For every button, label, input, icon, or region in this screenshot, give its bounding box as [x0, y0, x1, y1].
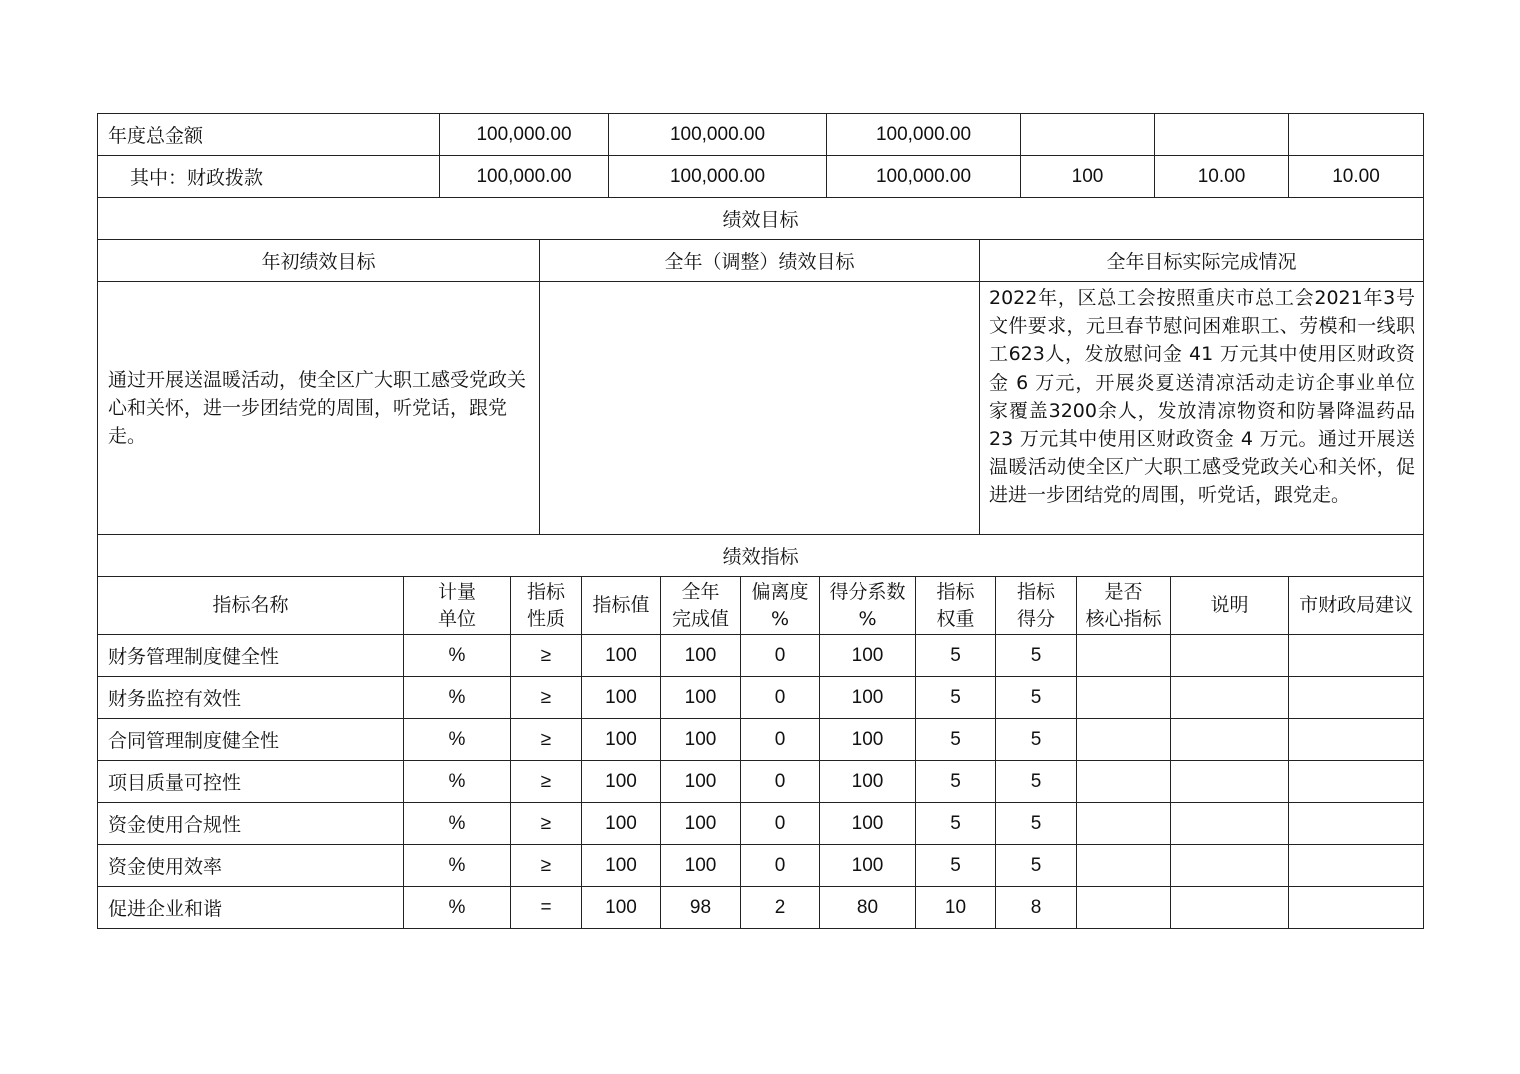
indicator-header: 市财政局建议 — [1289, 577, 1424, 635]
indicator-cell: 8 — [996, 887, 1077, 929]
indicator-cell: ≥ — [511, 803, 582, 845]
indicator-cell: % — [404, 845, 511, 887]
indicator-name: 资金使用效率 — [98, 845, 404, 887]
indicator-cell — [1077, 845, 1171, 887]
budget-cell: 100,000.00 — [827, 114, 1021, 156]
indicator-cell: % — [404, 635, 511, 677]
indicator-cell — [1171, 845, 1289, 887]
indicator-cell — [1171, 635, 1289, 677]
indicator-cell — [1077, 887, 1171, 929]
budget-label: 其中：财政拨款 — [98, 156, 440, 198]
indicator-cell: % — [404, 677, 511, 719]
indicator-cell: 98 — [661, 887, 741, 929]
indicator-cell: 80 — [820, 887, 916, 929]
indicator-header: 计量 单位 — [404, 577, 511, 635]
goals-content-row — [98, 282, 1424, 535]
indicator-cell: 5 — [996, 635, 1077, 677]
indicator-header: 指标 性质 — [511, 577, 582, 635]
indicator-cell: 100 — [582, 635, 661, 677]
indicator-cell: % — [404, 719, 511, 761]
indicator-cell — [1077, 635, 1171, 677]
indicator-name: 资金使用合规性 — [98, 803, 404, 845]
indicator-cell: = — [511, 887, 582, 929]
indicator-cell: 5 — [916, 761, 996, 803]
goals-header: 年初绩效目标 — [98, 240, 540, 282]
budget-cell: 100,000.00 — [440, 156, 609, 198]
indicator-cell: ≥ — [511, 761, 582, 803]
indicator-name: 合同管理制度健全性 — [98, 719, 404, 761]
indicator-cell: 5 — [916, 677, 996, 719]
indicator-cell — [1171, 719, 1289, 761]
indicator-row — [98, 803, 1424, 845]
actual-completion-text: 2022年，区总工会按照重庆市总工会2021年3号文件要求，元旦春节慰问困难职工、劳模和一线职工623人，发放慰问金 41 万元其中使用区财政资金 6 万元，开展炎夏送清凉活动走访企事业单位 家覆盖3200余人，发放清凉物资和防暑降温药品 23 万元其中使用区财政资金 4 万元。通过开展送温暖活动使全区广大职工感受党政关心和关怀，促进进一步团结党的周围，听党话，跟党走。 — [980, 282, 1424, 535]
indicator-cell: % — [404, 761, 511, 803]
indicator-row — [98, 719, 1424, 761]
budget-row-fiscal — [98, 156, 1424, 198]
budget-row-total — [98, 114, 1424, 156]
indicator-cell: 0 — [741, 719, 820, 761]
indicator-cell — [1289, 719, 1424, 761]
indicator-header: 指标名称 — [98, 577, 404, 635]
indicator-name: 财务管理制度健全性 — [98, 635, 404, 677]
indicator-cell: ≥ — [511, 719, 582, 761]
indicator-cell — [1077, 803, 1171, 845]
indicator-cell — [1077, 761, 1171, 803]
indicators-section-title: 绩效指标 — [98, 535, 1424, 577]
indicator-cell: 5 — [916, 803, 996, 845]
indicator-cell: 100 — [820, 635, 916, 677]
budget-cell: 10.00 — [1289, 156, 1424, 198]
indicator-cell: 0 — [741, 635, 820, 677]
budget-label: 年度总金额 — [98, 114, 440, 156]
budget-cell — [1289, 114, 1424, 156]
indicator-cell: 2 — [741, 887, 820, 929]
budget-cell: 100,000.00 — [609, 114, 827, 156]
budget-cell: 100 — [1021, 156, 1155, 198]
initial-goal-text: 通过开展送温暖活动，使全区广大职工感受党政关心和关怀，进一步团结党的周围，听党话，跟党走。 — [98, 282, 540, 535]
indicator-cell — [1289, 845, 1424, 887]
budget-cell: 10.00 — [1155, 156, 1289, 198]
indicator-row — [98, 845, 1424, 887]
indicator-cell: 5 — [916, 635, 996, 677]
indicator-header: 指标值 — [582, 577, 661, 635]
goals-section-title: 绩效目标 — [98, 198, 1424, 240]
indicator-header: 说明 — [1171, 577, 1289, 635]
indicator-cell: 100 — [661, 803, 741, 845]
indicator-name: 项目质量可控性 — [98, 761, 404, 803]
budget-cell — [1155, 114, 1289, 156]
indicator-header: 得分系数 % — [820, 577, 916, 635]
indicator-row — [98, 677, 1424, 719]
indicator-cell: % — [404, 803, 511, 845]
indicator-cell: 5 — [916, 845, 996, 887]
indicator-cell: 5 — [996, 845, 1077, 887]
indicator-cell: 5 — [916, 719, 996, 761]
indicator-row — [98, 635, 1424, 677]
indicator-cell: 100 — [661, 761, 741, 803]
indicator-cell — [1171, 761, 1289, 803]
indicator-cell: 100 — [661, 677, 741, 719]
indicators-table — [97, 534, 1424, 929]
indicator-cell: 5 — [996, 761, 1077, 803]
budget-cell: 100,000.00 — [609, 156, 827, 198]
goals-header: 全年（调整）绩效目标 — [540, 240, 980, 282]
indicator-header: 指标 权重 — [916, 577, 996, 635]
indicator-header: 全年 完成值 — [661, 577, 741, 635]
indicator-cell — [1289, 803, 1424, 845]
indicator-cell: 100 — [582, 719, 661, 761]
indicators-header-row — [98, 577, 1424, 635]
indicator-cell — [1289, 761, 1424, 803]
indicator-cell: 0 — [741, 803, 820, 845]
indicator-cell: 100 — [661, 845, 741, 887]
indicator-row — [98, 887, 1424, 929]
indicator-cell: 100 — [582, 887, 661, 929]
indicator-cell — [1077, 677, 1171, 719]
budget-cell: 100,000.00 — [827, 156, 1021, 198]
indicator-cell: ≥ — [511, 845, 582, 887]
indicator-cell: 5 — [996, 803, 1077, 845]
indicator-cell: 0 — [741, 845, 820, 887]
indicator-cell: 100 — [661, 635, 741, 677]
indicator-header: 指标 得分 — [996, 577, 1077, 635]
indicator-cell — [1289, 635, 1424, 677]
indicator-cell: 100 — [582, 677, 661, 719]
budget-cell: 100,000.00 — [440, 114, 609, 156]
budget-cell — [1021, 114, 1155, 156]
indicator-cell — [1077, 719, 1171, 761]
goals-header-row — [98, 240, 1424, 282]
indicator-cell — [1171, 887, 1289, 929]
indicator-cell: ≥ — [511, 677, 582, 719]
indicator-cell: 100 — [582, 803, 661, 845]
indicator-cell: 100 — [661, 719, 741, 761]
indicator-cell: 100 — [820, 677, 916, 719]
indicator-cell: % — [404, 887, 511, 929]
indicators-body — [98, 635, 1424, 929]
indicator-cell: 0 — [741, 761, 820, 803]
indicator-cell: 100 — [820, 845, 916, 887]
adjusted-goal-text — [540, 282, 980, 535]
indicator-cell — [1289, 887, 1424, 929]
indicator-cell: 100 — [820, 761, 916, 803]
indicator-cell: 100 — [582, 761, 661, 803]
indicator-cell — [1171, 677, 1289, 719]
indicator-name: 财务监控有效性 — [98, 677, 404, 719]
goals-header: 全年目标实际完成情况 — [980, 240, 1424, 282]
budget-goals-table — [97, 113, 1424, 535]
indicator-header: 是否 核心指标 — [1077, 577, 1171, 635]
indicator-header: 偏离度 % — [741, 577, 820, 635]
indicator-cell: ≥ — [511, 635, 582, 677]
indicator-cell: 100 — [820, 719, 916, 761]
indicator-cell: 5 — [996, 719, 1077, 761]
indicator-cell: 100 — [582, 845, 661, 887]
indicator-name: 促进企业和谐 — [98, 887, 404, 929]
indicator-row — [98, 761, 1424, 803]
indicator-cell: 5 — [996, 677, 1077, 719]
indicator-cell: 10 — [916, 887, 996, 929]
indicator-cell — [1289, 677, 1424, 719]
indicator-cell: 100 — [820, 803, 916, 845]
indicator-cell: 0 — [741, 677, 820, 719]
indicator-cell — [1171, 803, 1289, 845]
